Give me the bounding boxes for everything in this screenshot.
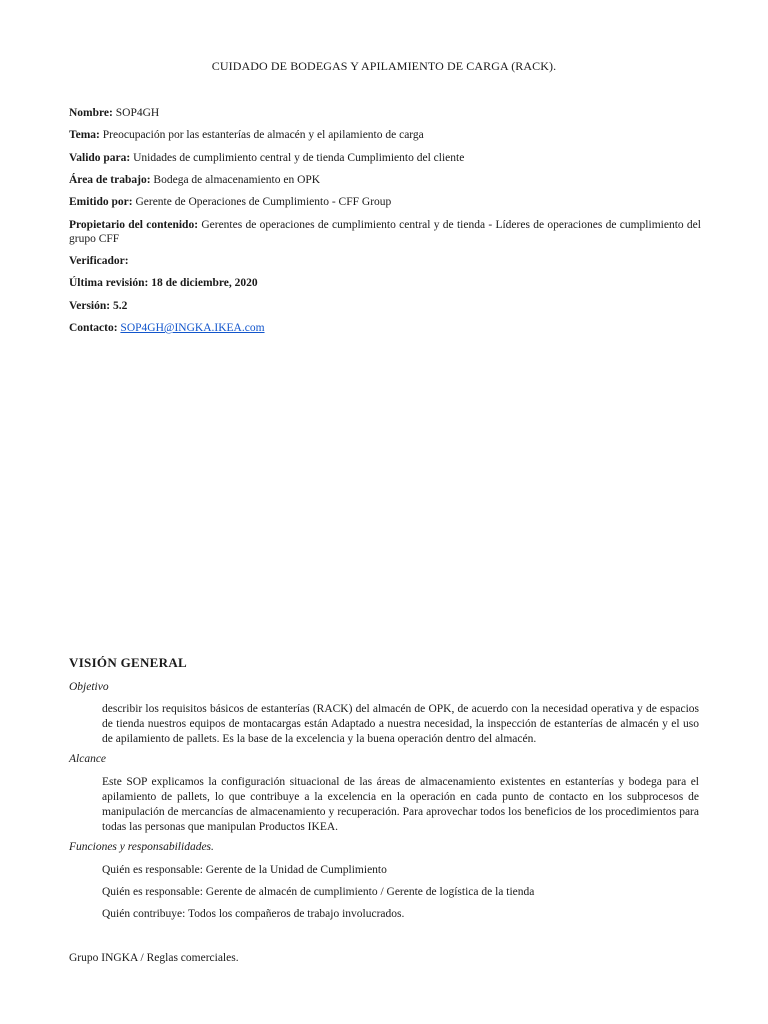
tema-label: Tema:	[69, 129, 100, 141]
alcance-paragraph: Este SOP explicamos la configuración situacional de las áreas de almacenamiento existentes en estanterías y bodega para el apilamiento de pallets, lo que contribuye a la excelencia en la operación en cada punto de contacto en los subprocesos de manipulación de mercancías de almacenamiento y recuperación. Para aprovechar todos los beneficios de los procedimientos para todas las personas que manipulan Productos IKEA.	[102, 776, 699, 833]
emitido-value: Gerente de Operaciones de Cumplimiento - CFF Group	[135, 196, 392, 208]
meta-revision	[69, 276, 701, 290]
meta-valido	[69, 151, 701, 165]
version-text: Versión: 5.2	[69, 300, 128, 312]
verificador-label: Verificador:	[69, 255, 129, 267]
meta-verificador	[69, 254, 701, 268]
meta-nombre	[69, 106, 701, 120]
alcance-subheading: Alcance	[69, 753, 107, 765]
funciones-subheading: Funciones y responsabilidades.	[69, 841, 214, 853]
role-item: Quién es responsable: Gerente de la Unidad de Cumplimiento	[102, 864, 387, 876]
role-item: Quién contribuye: Todos los compañeros de trabajo involucrados.	[102, 908, 405, 920]
propietario-value: Gerentes de operaciones de cumplimiento central y de tienda - Líderes de operaciones de cumplimiento del grupo CFF	[69, 219, 701, 245]
role-item: Quién es responsable: Gerente de almacén de cumplimiento / Gerente de logística de la tienda	[102, 886, 535, 898]
tema-value: Preocupación por las estanterías de almacén y el apilamiento de carga	[102, 129, 424, 141]
area-value: Bodega de almacenamiento en OPK	[153, 174, 321, 186]
objetivo-paragraph: describir los requisitos básicos de estanterías (RACK) del almacén de OPK, de acuerdo con la necesidad operativa y de espacios de tienda nuestros equipos de montacargas están Adaptado a nuestra necesidad, la inspección de estanterías de almacén y el uso de apilamiento de pallets. Es la base de la excelencia y la buena operación dentro del almacén.	[102, 703, 699, 745]
meta-area	[69, 173, 701, 187]
meta-contacto	[69, 321, 701, 335]
meta-propietario	[69, 218, 701, 246]
overview-heading: VISIÓN GENERAL	[69, 655, 187, 670]
document-title: CUIDADO DE BODEGAS Y APILAMIENTO DE CARGA (RACK).	[211, 59, 557, 73]
meta-tema	[69, 128, 701, 142]
meta-emitido	[69, 195, 701, 209]
contacto-label: Contacto:	[69, 322, 118, 334]
contact-email-link[interactable]: SOP4GH@INGKA.IKEA.com	[120, 322, 265, 334]
meta-version	[69, 299, 701, 313]
valido-label: Valido para:	[69, 152, 131, 164]
footer-text: Grupo INGKA / Reglas comerciales.	[69, 952, 239, 964]
objetivo-subheading: Objetivo	[69, 681, 109, 693]
emitido-label: Emitido por:	[69, 196, 133, 208]
nombre-label: Nombre:	[69, 107, 113, 119]
propietario-label: Propietario del contenido:	[69, 219, 199, 231]
revision-text: Última revisión: 18 de diciembre, 2020	[69, 277, 258, 289]
valido-value: Unidades de cumplimiento central y de tienda Cumplimiento del cliente	[133, 152, 465, 164]
area-label: Área de trabajo:	[69, 174, 151, 186]
nombre-value: SOP4GH	[115, 107, 160, 119]
